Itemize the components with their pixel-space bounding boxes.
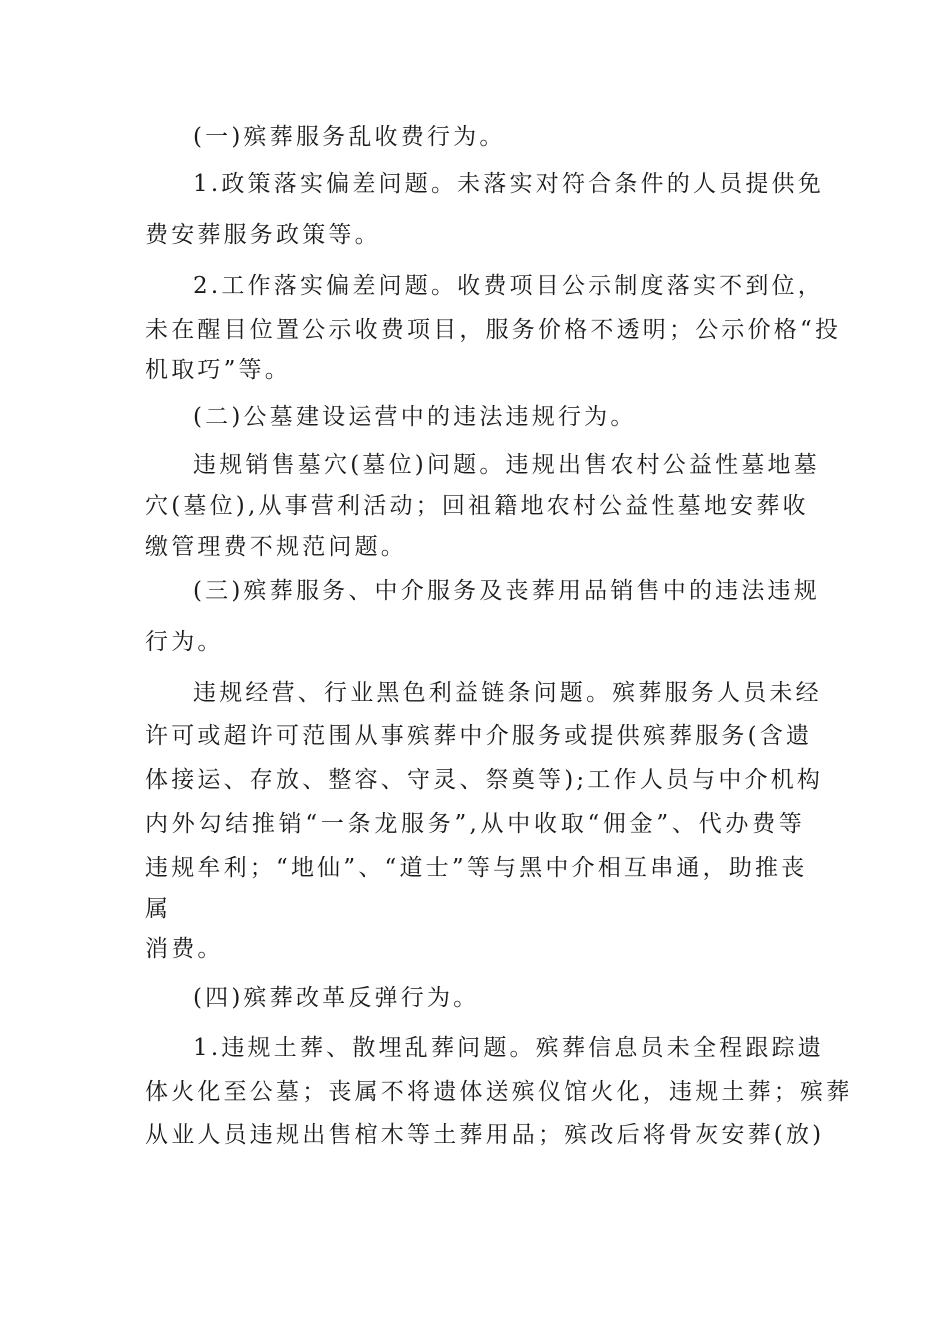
- section-heading-4: (四)殡葬改革反弹行为。: [193, 985, 480, 1011]
- paragraph-line: 从业人员违规出售棺木等土葬用品；殡改后将骨灰安葬(放): [145, 1122, 825, 1148]
- paragraph-line: 内外勾结推销“一条龙服务”,从中收取“佣金”、代办费等: [145, 811, 805, 837]
- paragraph-line: 1.违规土葬、散埋乱葬问题。殡葬信息员未全程跟踪遗: [193, 1035, 824, 1061]
- paragraph-line: 体接运、存放、整容、守灵、祭奠等);工作人员与中介机构: [145, 767, 824, 793]
- paragraph-line: 未在醒目位置公示收费项目，服务价格不透明；公示价格“投: [145, 317, 842, 343]
- paragraph-line: 违规牟利；“地仙”、“道士”等与黑中介相互串通，助推丧: [145, 855, 808, 881]
- paragraph-line: 体火化至公墓；丧属不将遗体送殡仪馆火化，违规土葬；殡葬: [145, 1079, 853, 1105]
- paragraph-line: 消费。: [145, 936, 224, 962]
- paragraph-line: 费安葬服务政策等。: [145, 222, 381, 248]
- paragraph-line: 机取巧”等。: [145, 357, 291, 383]
- paragraph-line: 缴管理费不规范问题。: [145, 534, 407, 560]
- paragraph-line: 1.政策落实偏差问题。未落实对符合条件的人员提供免: [193, 171, 824, 197]
- section-heading-3: (三)殡葬服务、中介服务及丧葬用品销售中的违法违规: [193, 578, 820, 604]
- paragraph-line: 违规销售墓穴(墓位)问题。违规出售农村公益性墓地墓: [193, 452, 820, 478]
- paragraph-line: 属: [145, 896, 172, 922]
- paragraph-line: 2.工作落实偏差问题。收费项目公示制度落实不到位，: [193, 273, 824, 299]
- section-heading-2: (二)公墓建设运营中的违法违规行为。: [193, 404, 637, 430]
- paragraph-line: 许可或超许可范围从事殡葬中介服务或提供殡葬服务(含遗: [145, 723, 813, 749]
- paragraph-line: 穴(墓位),从事营利活动；回祖籍地农村公益性墓地安葬收: [145, 493, 809, 519]
- paragraph-line: 违规经营、行业黑色利益链条问题。殡葬服务人员未经: [193, 680, 822, 706]
- section-heading-1: (一)殡葬服务乱收费行为。: [193, 124, 506, 150]
- paragraph-line: 行为。: [145, 629, 224, 655]
